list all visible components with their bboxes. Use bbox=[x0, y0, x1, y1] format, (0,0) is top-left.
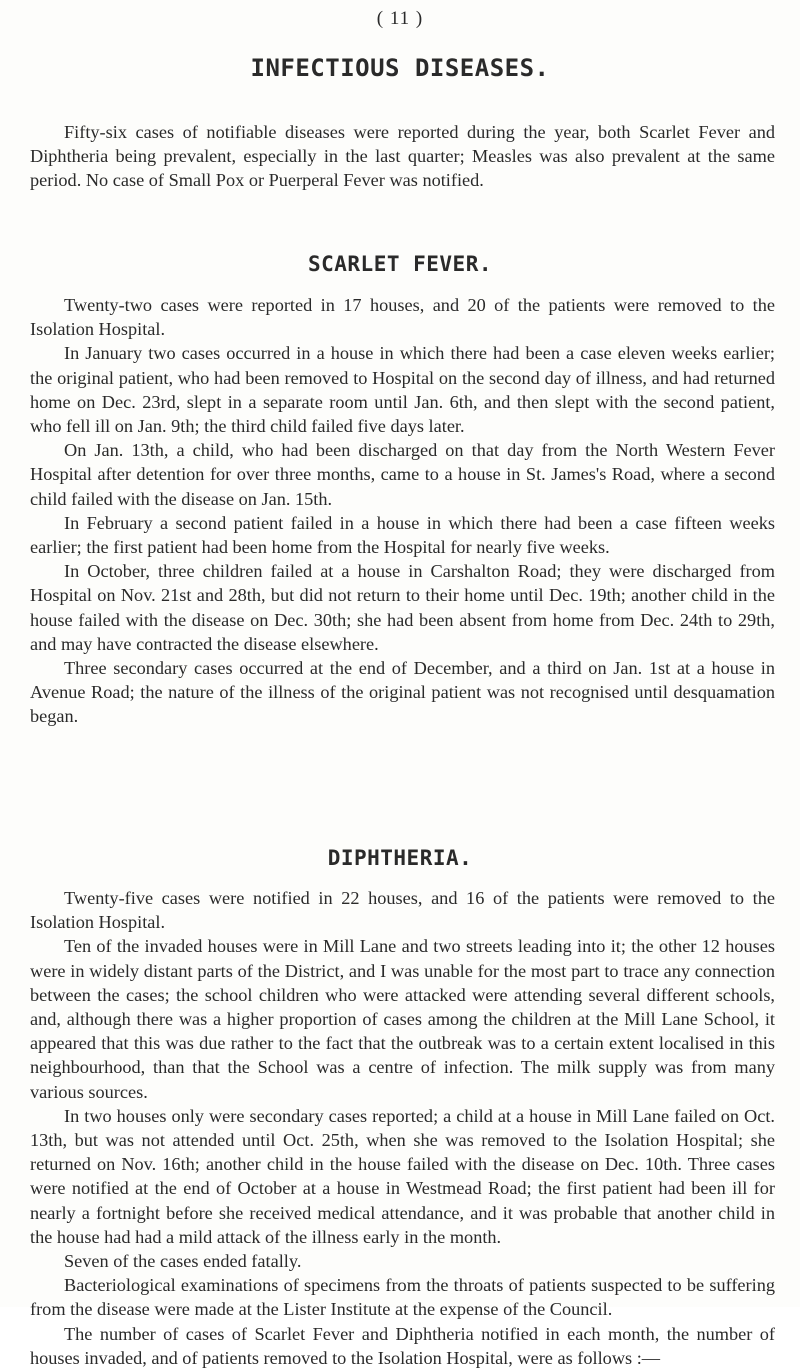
body-paragraph: In February a second patient failed in a house in which there had been a case fifteen weeks earlier; the first patient had been home from the Hospital for nearly five weeks. bbox=[30, 512, 775, 558]
body-paragraph: In October, three children failed at a house in Carshalton Road; they were discharged from Hospital on Nov. 21st and 28th, but did not return to their home until Dec. 19th; another child in the house failed with the disease on Dec. 30th; she had been absent from home from Dec. 24th to 29th, and may have contracted the disease elsewhere. bbox=[30, 561, 775, 654]
diphtheria-heading: DIPHTHERIA. bbox=[327, 846, 473, 870]
scarlet-fever-section bbox=[30, 293, 775, 729]
intro-paragraph: Fifty-six cases of notifiable diseases were reported during the year, both Scarlet Fever and Diphtheria being prevalent, especially in the last quarter; Measles was also prevalent at the same period. No case of Small Pox or Puerperal Fever was notified. bbox=[30, 122, 775, 191]
body-paragraph: Seven of the cases ended fatally. bbox=[64, 1251, 302, 1272]
body-paragraph: Twenty-two cases were reported in 17 houses, and 20 of the patients were removed to the Isolation Hospital. bbox=[30, 295, 775, 340]
page-title: INFECTIOUS DISEASES. bbox=[250, 54, 550, 82]
body-paragraph: On Jan. 13th, a child, who had been discharged on that day from the North Western Fever Hospital after detention for over three months, came to a house in St. James's Road, where a second child failed with the disease on Jan. 15th. bbox=[30, 440, 775, 509]
scarlet-fever-heading: SCARLET FEVER. bbox=[307, 252, 492, 276]
body-paragraph: Bacteriological examinations of specimens from the throats of patients suspected to be suffering from the disease were made at the Lister Institute at the expense of the Council. bbox=[30, 1275, 775, 1320]
body-paragraph: Twenty-five cases were notified in 22 houses, and 16 of the patients were removed to the Isolation Hospital. bbox=[30, 888, 775, 933]
body-paragraph: In two houses only were secondary cases reported; a child at a house in Mill Lane failed on Oct. 13th, but was not attended until Oct. 25th, when she was removed to the Isolation Hospital; she returned on Nov. 16th; another child in the house failed with the disease on Dec. 10th. Three cases were notified at the end of October at a house in Westmead Road; the first patient had been ill for nearly a fortnight before she received medical attendance, and it was probable that another child in the house had had a mild attack of the illness early in the month. bbox=[30, 1105, 775, 1247]
body-paragraph: Three secondary cases occurred at the end of December, and a third on Jan. 1st at a house in Avenue Road; the nature of the illness of the original patient was not recognised until desquamation began. bbox=[30, 658, 775, 727]
body-paragraph: Ten of the invaded houses were in Mill Lane and two streets leading into it; the other 12 houses were in widely distant parts of the District, and I was unable for the most part to trace any connection between the cases; the school children who were attacked were attending several different schools, and, although there was a higher proportion of cases among the children at the Mill Lane School, it appeared that this was due rather to the fact that the outbreak was to a certain extent localised in this neighbourhood, than that the School was a centre of infection. The milk supply was from many various sources. bbox=[30, 936, 775, 1102]
body-paragraph: In January two cases occurred in a house in which there had been a case eleven weeks earlier; the original patient, who had been removed to Hospital on the second day of illness, and had returned home on Dec. 23rd, slept in a separate room until Jan. 6th, and then slept with the second patient, who fell ill on Jan. 9th; the third child failed five days later. bbox=[30, 343, 775, 437]
intro-section bbox=[30, 120, 775, 193]
page-number: ( 11 ) bbox=[376, 8, 424, 29]
diphtheria-section bbox=[30, 886, 775, 1370]
body-paragraph: The number of cases of Scarlet Fever and Diphtheria notified in each month, the number of houses invaded, and of patients removed to the Isolation Hospital, were as follows :— bbox=[30, 1323, 775, 1368]
